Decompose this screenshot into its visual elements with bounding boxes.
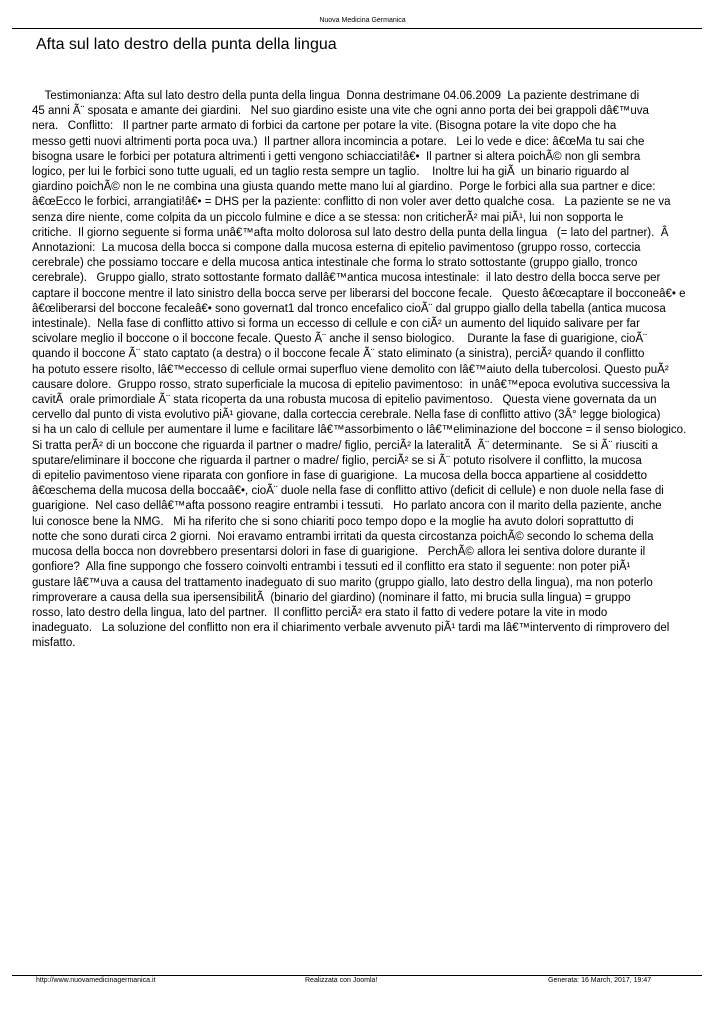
- body-line: scivolare meglio il boccone o il boccone fecale. Questo Ã¨ anche il senso biologico. Durante la fase di guarigione, cioÃ¨: [32, 333, 647, 346]
- body-line: ha potuto essere risolto, lâ€™eccesso di cellule ormai superfluo viene demolito con lâ€™aiuto della tubercolosi. Questo puÃ²: [32, 363, 669, 376]
- body-line: rimproverare a causa della sua ipersensibilitÃ (binario del giardino) (nominare il fatto, mi brucia sulla lingua) = gruppo: [32, 591, 631, 604]
- body-line: 45 anni Ã¨ sposata e amante dei giardini. Nel suo giardino esiste una vite che ogni anno porta dei bei grappoli dâ€™uva: [32, 105, 649, 118]
- body-line: Annotazioni: La mucosa della bocca si compone dalla mucosa esterna di epitelio pavimentoso (gruppo rosso, corteccia: [32, 242, 641, 255]
- body-line: causare dolore. Gruppo rosso, strato superficiale la mucosa di epitelio pavimentoso: in unâ€™epoca evolutiva successiva la: [32, 378, 670, 391]
- body-line: bisogna usare le forbici per potatura altrimenti i getti vengono schiacciati!â€• Il partner si altera poichÃ© non gli sembra: [32, 150, 641, 163]
- body-line: cervello dal punto di vista evolutivo piÃ¹ giovane, dalla corteccia cerebrale. Nella fase di conflitto attivo (3Â° legge biologica): [32, 409, 661, 422]
- body-line: logico, per lui le forbici sono tutte uguali, ed un taglio resta sempre un taglio. Inoltre lui ha giÃ un binario riguardo al: [32, 166, 630, 179]
- body-line: si ha un calo di cellule per aumentare il lume e facilitare lâ€™assorbimento o lâ€™eliminazione del boccone = il senso biologico.: [32, 424, 687, 437]
- body-line: critiche. Il giorno seguente si forma unâ€™afta molto dolorosa sul lato destro della punta della lingua (= lato del partner). Â: [32, 226, 669, 239]
- body-line: cerebrale) che possiamo toccare e della mucosa antica intestinale che forma lo strato sottostante (gruppo giallo, tronco: [32, 257, 638, 270]
- body-line: sputare/eliminare il boccone che riguarda il partner o madre/ figlio, perciÃ² se si Ã¨ potuto risolvere il conflitto, la mucosa: [32, 454, 642, 467]
- body-line: di epitelio pavimentoso viene riparata con gonfiore in fase di guarigione. La mucosa della bocca appartiene al cosiddetto: [32, 470, 648, 483]
- body-line: intestinale). Nella fase di conflitto attivo si forma un eccesso di cellule e con ciÃ² un aumento del liquido salivare per far: [32, 318, 640, 331]
- body-line: Si tratta perÃ² di un boccone che riguarda il partner o madre/ figlio, perciÃ² la lateralitÃ Ã¨ determinante. Se si Ã¨ riusciti a: [32, 439, 658, 452]
- body-line: captare il boccone mentre il lato sinistro della bocca serve per liberarsi del boccone fecale. Questo â€œcaptare il bocconeâ€• e: [32, 287, 686, 300]
- body-line: Testimonianza: Afta sul lato destro della punta della lingua Donna destrimane 04.06.2009 La paziente destrimane di: [32, 90, 640, 102]
- body-line: messo getti nuovi altrimenti porta poca uva.) Il partner allora incomincia a potare. Lei lo vede e dice: â€œMa tu sai che: [32, 135, 645, 148]
- body-line: lui conosce bene la NMG. Mi ha riferito che si sono chiariti poco tempo dopo e la moglie ha avuto dolori soprattutto di: [32, 515, 634, 528]
- article-body: [32, 89, 725, 652]
- body-line: cerebrale). Gruppo giallo, strato sottostante formato dallâ€™antica mucosa intestinale: il lato destro della bocca serve per: [32, 272, 661, 285]
- body-line: misfatto.: [32, 637, 76, 650]
- body-line: senza dire niente, come colpita da un piccolo fulmine e dice a se stessa: non criticherÃ² mai piÃ¹, lui non sopporta le: [32, 211, 624, 224]
- article-title: Afta sul lato destro della punta della lingua: [36, 36, 337, 53]
- body-line: mucosa della bocca non dovrebbero presentarsi dolori in fase di guarigione. PerchÃ© allora lei sentiva dolore durante il: [32, 546, 646, 559]
- body-line: cavitÃ orale primordiale Ã¨ stata ricoperta da una robusta mucosa di epitelio pavimentoso. Questa viene governata da un: [32, 394, 657, 407]
- body-line: inadeguato. La soluzione del conflitto non era il chiarimento verbale avvenuto piÃ¹ tardi ma lâ€™intervento di rimprovero del: [32, 622, 670, 635]
- body-line: gonfiore? Alla fine suppongo che fossero coinvolti entrambi i tessuti ed il conflitto era stato il seguente: non poter piÃ¹: [32, 561, 631, 574]
- body-line: â€œliberarsi del boccone fecaleâ€• sono governat1 dal tronco encefalico cioÃ¨ dal gruppo giallo della tabella (antica mucosa: [32, 302, 666, 315]
- body-line: guarigione. Nel caso dellâ€™afta possono reagire entrambi i tessuti. Ho parlato ancora con il marito della paziente, anche: [32, 500, 662, 513]
- body-line: rosso, lato destro della lingua, lato del partner. Il conflitto perciÃ² era stato il fatto di vedere potare la vite in modo: [32, 606, 608, 619]
- body-line: giardino poichÃ© non le ne combina una giusta quando mette mano lui al giardino. Porge le forbici alla sua partner e dice:: [32, 181, 656, 194]
- footer-divider: [12, 975, 702, 976]
- body-line: â€œEcco le forbici, arrangiati!â€• = DHS per la paziente: conflitto di non voler aver detto qualche cosa. La paziente se ne va: [32, 196, 671, 209]
- site-name-header: Nuova Medicina Germanica: [319, 17, 406, 24]
- body-line: nera. Conflitto: Il partner parte armato di forbici da cartone per potare la vite. (Bisogna potare la vite dopo che ha: [32, 120, 617, 133]
- body-line: notte che sono durati circa 2 giorni. Noi eravamo entrambi irritati da questa circostanza poichÃ© secondo lo schema della: [32, 530, 654, 543]
- header-divider: [12, 28, 702, 29]
- body-line: â€œschema della mucosa della boccaâ€•, cioÃ¨ duole nella fase di conflitto attivo (deficit di cellule) e non duole nella fase di: [32, 485, 664, 498]
- body-line: gustare lâ€™uva a causa del trattamento inadeguato di suo marito (gruppo giallo, lato destro della lingua), ma non poterlo: [32, 576, 653, 589]
- footer-generated-date: Generata: 16 March, 2017, 19:47: [548, 977, 652, 984]
- footer-cms-credit: Realizzata con Joomla!: [305, 977, 378, 984]
- footer-url-link[interactable]: http://www.nuovamedicinagermanica.it: [36, 977, 156, 984]
- body-line: quando il boccone Ã¨ stato captato (a destra) o il boccone fecale Ã¨ stato eliminato (a sinistra), perciÃ² quando il conflitto: [32, 348, 645, 361]
